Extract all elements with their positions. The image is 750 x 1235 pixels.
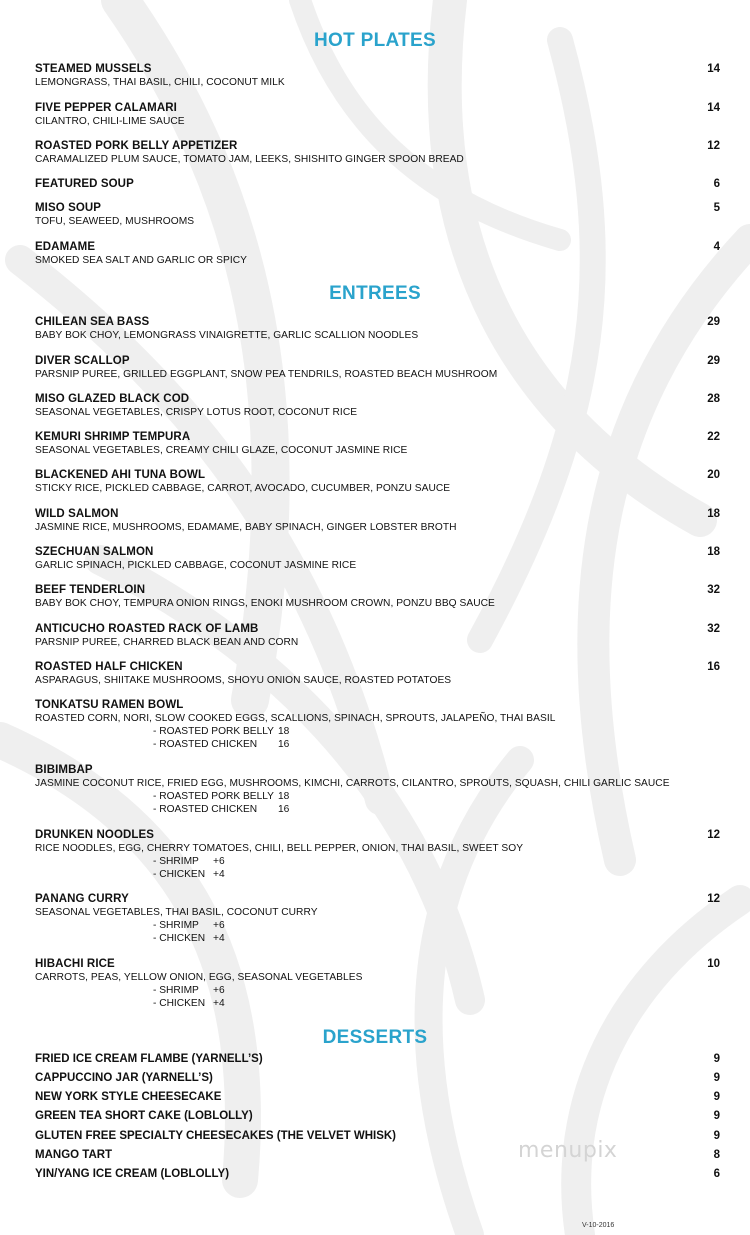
dessert-item — [35, 1071, 720, 1085]
dessert-price: 9 — [713, 1110, 720, 1122]
item-price: 12 — [707, 829, 720, 841]
menu-item — [35, 545, 720, 572]
item-name: BLACKENED AHI TUNA BOWL — [35, 469, 206, 481]
menu-item — [35, 763, 720, 816]
dessert-price: 9 — [713, 1072, 720, 1084]
item-price: 10 — [707, 958, 720, 970]
entrees-title: ENTREES — [329, 283, 421, 304]
menu-item — [35, 201, 720, 228]
menu-item — [35, 622, 720, 649]
option-price: 18 — [278, 791, 290, 802]
item-price: 22 — [707, 431, 720, 443]
item-name: DIVER SCALLOP — [35, 355, 130, 367]
dessert-item — [35, 1090, 720, 1104]
item-price: 28 — [707, 393, 720, 405]
item-description: SEASONAL VEGETABLES, CRISPY LOTUS ROOT, COCONUT RICE — [35, 407, 358, 418]
menupix-watermark: menupix — [518, 1138, 618, 1163]
menu-item — [35, 828, 720, 881]
item-price: 32 — [707, 623, 720, 635]
dessert-item — [35, 1148, 720, 1162]
item-name: EDAMAME — [35, 241, 96, 253]
menu-item — [35, 583, 720, 610]
item-description: CILANTRO, CHILI-LIME SAUCE — [35, 116, 185, 127]
item-option — [35, 725, 720, 738]
item-name: BIBIMBAP — [35, 764, 93, 776]
item-name: STEAMED MUSSELS — [35, 63, 152, 75]
item-name: WILD SALMON — [35, 508, 119, 520]
item-price: 20 — [707, 469, 720, 481]
menu-item — [35, 507, 720, 534]
item-name: CHILEAN SEA BASS — [35, 316, 150, 328]
dessert-name: CAPPUCCINO JAR (YARNELL’S) — [35, 1072, 213, 1084]
option-label: - ROASTED CHICKEN — [153, 739, 258, 750]
menu-item — [35, 354, 720, 381]
menu-item — [35, 392, 720, 419]
option-price: +6 — [213, 856, 225, 867]
dessert-name: MANGO TART — [35, 1149, 113, 1161]
item-price: 32 — [707, 584, 720, 596]
item-option — [35, 803, 720, 816]
dessert-price: 9 — [713, 1130, 720, 1142]
item-description: PARSNIP PUREE, CHARRED BLACK BEAN AND CORN — [35, 637, 299, 648]
item-name: ANTICUCHO ROASTED RACK OF LAMB — [35, 623, 259, 635]
item-description: PARSNIP PUREE, GRILLED EGGPLANT, SNOW PEA TENDRILS, ROASTED BEACH MUSHROOM — [35, 369, 498, 380]
option-price: +6 — [213, 985, 225, 996]
option-label: - ROASTED PORK BELLY — [153, 791, 274, 802]
item-price: 29 — [707, 355, 720, 367]
option-label: - CHICKEN — [153, 869, 206, 880]
item-option — [35, 868, 720, 881]
dessert-price: 9 — [713, 1053, 720, 1065]
option-price: +6 — [213, 920, 225, 931]
option-price: 18 — [278, 726, 290, 737]
item-name: ROASTED PORK BELLY APPETIZER — [35, 140, 238, 152]
item-name: MISO SOUP — [35, 202, 102, 214]
menu-item — [35, 892, 720, 945]
item-description: JASMINE RICE, MUSHROOMS, EDAMAME, BABY SPINACH, GINGER LOBSTER BROTH — [35, 522, 457, 533]
item-price: 12 — [707, 140, 720, 152]
item-option — [35, 855, 720, 868]
option-price: +4 — [213, 998, 225, 1009]
option-label: - SHRIMP — [153, 920, 199, 931]
dessert-price: 6 — [713, 1168, 720, 1180]
option-price: 16 — [278, 804, 290, 815]
item-description: LEMONGRASS, THAI BASIL, CHILI, COCONUT MILK — [35, 77, 285, 88]
item-description: SEASONAL VEGETABLES, THAI BASIL, COCONUT CURRY — [35, 907, 318, 918]
dessert-name: GREEN TEA SHORT CAKE (LOBLOLLY) — [35, 1110, 253, 1122]
dessert-name: NEW YORK STYLE CHEESECAKE — [35, 1091, 222, 1103]
item-price: 18 — [707, 546, 720, 558]
menu-item — [35, 101, 720, 128]
dessert-item — [35, 1167, 720, 1181]
item-description: SEASONAL VEGETABLES, CREAMY CHILI GLAZE, COCONUT JASMINE RICE — [35, 445, 408, 456]
item-name: PANANG CURRY — [35, 893, 129, 905]
option-price: +4 — [213, 933, 225, 944]
menu-item — [35, 177, 720, 191]
item-description: RICE NOODLES, EGG, CHERRY TOMATOES, CHILI, BELL PEPPER, ONION, THAI BASIL, SWEET SOY — [35, 843, 524, 854]
item-name: SZECHUAN SALMON — [35, 546, 154, 558]
option-label: - ROASTED CHICKEN — [153, 804, 258, 815]
item-name: FIVE PEPPER CALAMARI — [35, 102, 177, 114]
option-price: 16 — [278, 739, 290, 750]
menu-item — [35, 240, 720, 267]
item-price: 29 — [707, 316, 720, 328]
item-description: STICKY RICE, PICKLED CABBAGE, CARROT, AVOCADO, CUCUMBER, PONZU SAUCE — [35, 483, 451, 494]
item-name: HIBACHI RICE — [35, 958, 115, 970]
item-price: 5 — [713, 202, 720, 214]
option-label: - SHRIMP — [153, 985, 199, 996]
item-option — [35, 738, 720, 751]
dessert-item — [35, 1109, 720, 1123]
item-price: 14 — [707, 102, 720, 114]
option-label: - CHICKEN — [153, 933, 206, 944]
dessert-price: 9 — [713, 1091, 720, 1103]
item-name: KEMURI SHRIMP TEMPURA — [35, 431, 191, 443]
item-name: MISO GLAZED BLACK COD — [35, 393, 190, 405]
item-option — [35, 919, 720, 932]
version-label: V-10-2016 — [582, 1222, 615, 1229]
option-price: +4 — [213, 869, 225, 880]
item-price: 12 — [707, 893, 720, 905]
item-name: BEEF TENDERLOIN — [35, 584, 146, 596]
item-description: BABY BOK CHOY, LEMONGRASS VINAIGRETTE, GARLIC SCALLION NOODLES — [35, 330, 419, 341]
option-label: - CHICKEN — [153, 998, 206, 1009]
dessert-name: GLUTEN FREE SPECIALTY CHEESECAKES (THE VELVET WHISK) — [35, 1130, 397, 1142]
item-price: 16 — [707, 661, 720, 673]
menu-item — [35, 430, 720, 457]
menu-item — [35, 62, 720, 89]
item-price: 6 — [713, 178, 720, 190]
desserts-title: DESSERTS — [322, 1027, 428, 1048]
option-label: - SHRIMP — [153, 856, 199, 867]
option-label: - ROASTED PORK BELLY — [153, 726, 274, 737]
dessert-item — [35, 1129, 720, 1143]
dessert-name: FRIED ICE CREAM FLAMBE (YARNELL’S) — [35, 1053, 263, 1065]
item-description: CARAMALIZED PLUM SAUCE, TOMATO JAM, LEEKS, SHISHITO GINGER SPOON BREAD — [35, 154, 464, 165]
item-description: JASMINE COCONUT RICE, FRIED EGG, MUSHROOMS, KIMCHI, CARROTS, CILANTRO, SPROUTS, SQUASH, CHILI GARLIC SAUCE — [35, 778, 670, 789]
item-option — [35, 790, 720, 803]
item-option — [35, 997, 720, 1010]
item-description: TOFU, SEAWEED, MUSHROOMS — [35, 216, 195, 227]
item-description: ROASTED CORN, NORI, SLOW COOKED EGGS, SCALLIONS, SPINACH, SPROUTS, JALAPEÑO, THAI BASIL — [35, 713, 556, 724]
item-name: ROASTED HALF CHICKEN — [35, 661, 183, 673]
menu-item — [35, 315, 720, 342]
item-name: DRUNKEN NOODLES — [35, 829, 155, 841]
item-name: FEATURED SOUP — [35, 178, 134, 190]
item-price: 18 — [707, 508, 720, 520]
item-option — [35, 984, 720, 997]
menu-item — [35, 698, 720, 751]
item-description: GARLIC SPINACH, PICKLED CABBAGE, COCONUT JASMINE RICE — [35, 560, 357, 571]
item-price: 14 — [707, 63, 720, 75]
menu-item — [35, 660, 720, 687]
item-description: BABY BOK CHOY, TEMPURA ONION RINGS, ENOKI MUSHROOM CROWN, PONZU BBQ SAUCE — [35, 598, 495, 609]
dessert-item — [35, 1052, 720, 1066]
item-description: ASPARAGUS, SHIITAKE MUSHROOMS, SHOYU ONION SAUCE, ROASTED POTATOES — [35, 675, 452, 686]
dessert-name: YIN/YANG ICE CREAM (LOBLOLLY) — [35, 1168, 230, 1180]
item-option — [35, 932, 720, 945]
menu-item — [35, 139, 720, 166]
item-name: TONKATSU RAMEN BOWL — [35, 699, 184, 711]
item-description: SMOKED SEA SALT AND GARLIC OR SPICY — [35, 255, 247, 266]
item-description: CARROTS, PEAS, YELLOW ONION, EGG, SEASONAL VEGETABLES — [35, 972, 363, 983]
hot-plates-title: HOT PLATES — [314, 30, 436, 51]
dessert-price: 8 — [713, 1149, 720, 1161]
item-price: 4 — [713, 241, 720, 253]
menu-item — [35, 468, 720, 495]
menu-item — [35, 957, 720, 1010]
